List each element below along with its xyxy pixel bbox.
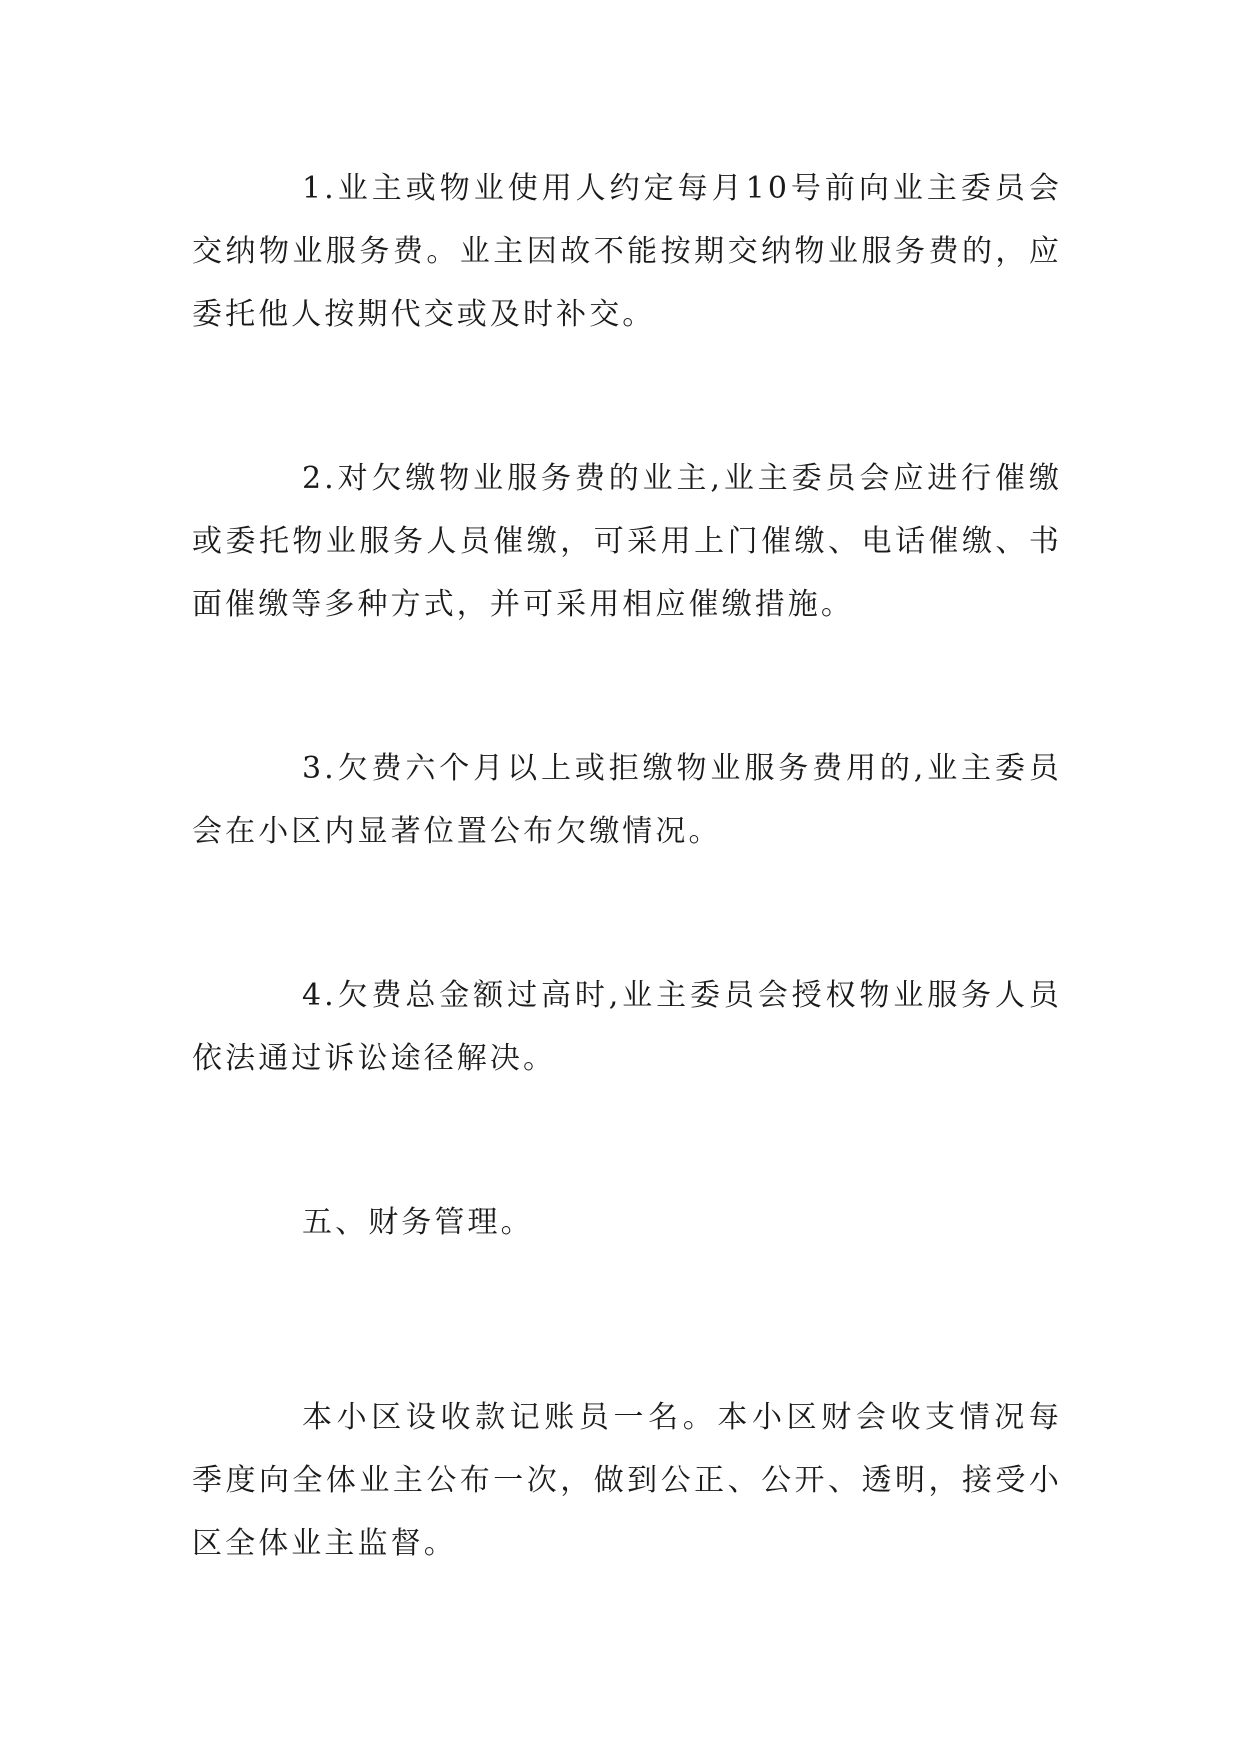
paragraph-arrears-publication: 3.欠费六个月以上或拒缴物业服务费用的,业主委员会在小区内显著位置公布欠缴情况。 <box>192 751 1062 849</box>
paragraph-litigation: 4.欠费总金额过高时,业主委员会授权物业服务人员依法通过诉讼途径解决。 <box>192 978 1062 1076</box>
paragraph-arrears-collection: 2.对欠缴物业服务费的业主,业主委员会应进行催缴或委托物业服务人员催缴，可采用上门催缴、电话催缴、书面催缴等多种方式，并可采用相应催缴措施。 <box>192 461 1062 622</box>
paragraph-financial-disclosure: 本小区设收款记账员一名。本小区财会收支情况每季度向全体业主公布一次，做到公正、公开、透明，接受小区全体业主监督。 <box>192 1400 1062 1561</box>
paragraph-fee-payment-deadline: 1.业主或物业使用人约定每月10号前向业主委员会交纳物业服务费。业主因故不能按期交纳物业服务费的，应委托他人按期代交或及时补交。 <box>192 171 1062 332</box>
section-heading-financial-management: 五、财务管理。 <box>302 1205 534 1240</box>
